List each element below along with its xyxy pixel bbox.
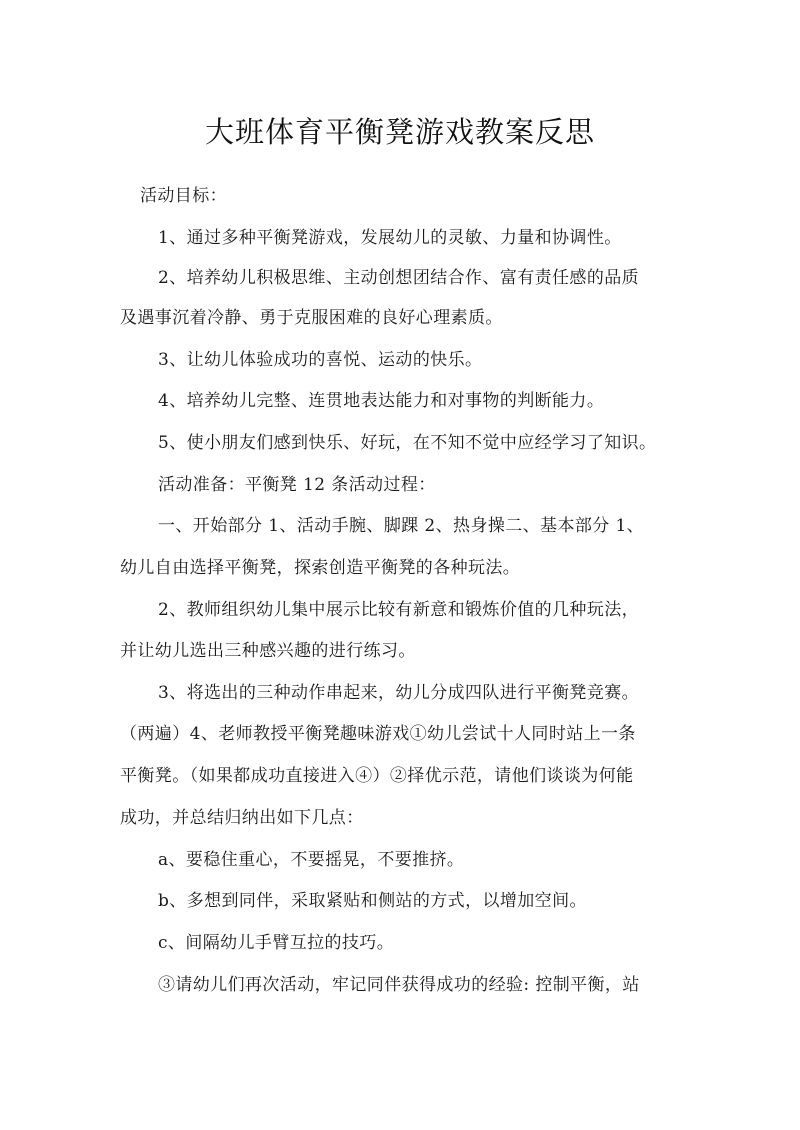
paragraph-line: 及遇事沉着冷静、勇于克服困难的良好心理素质。 [120, 308, 503, 328]
list-item: a、要稳住重心，不要摇晃，不要推挤。 [158, 850, 465, 870]
paragraph-line: 成功，并总结归纳出如下几点： [120, 808, 364, 828]
paragraph-line: 平衡凳。（如果都成功直接进入④）②择优示范，请他们谈谈为何能 [120, 766, 634, 786]
document-title: 大班体育平衡凳游戏教案反思 [204, 115, 595, 149]
section-heading-preparation: 活动准备：平衡凳 12 条活动过程： [158, 475, 436, 495]
paragraph-line: 1、通过多种平衡凳游戏，发展幼儿的灵敏、力量和协调性。 [158, 228, 622, 248]
paragraph-line: 2、培养幼儿积极思维、主动创想团结合作、富有责任感的品质 [158, 268, 640, 288]
section-heading-goals: 活动目标： [140, 186, 227, 206]
paragraph-line: 3、让幼儿体验成功的喜悦、运动的快乐。 [158, 350, 483, 370]
paragraph-line: 5、使小朋友们感到快乐、好玩，在不知不觉中应经学习了知识。 [158, 433, 657, 453]
paragraph-line: 4、培养幼儿完整、连贯地表达能力和对事物的判断能力。 [158, 391, 605, 411]
paragraph-line: ③请幼儿们再次活动，牢记同伴获得成功的经验: 控制平衡，站 [158, 975, 640, 995]
paragraph-line: 2、教师组织幼儿集中展示比较有新意和锻炼价值的几种玩法， [158, 600, 640, 620]
list-item: b、多想到同伴，采取紧贴和侧站的方式，以增加空间。 [158, 891, 587, 911]
paragraph-line: 3、将选出的三种动作串起来，幼儿分成四队进行平衡凳竞赛。 [158, 683, 640, 703]
list-item: c、间隔幼儿手臂互拉的技巧。 [158, 933, 395, 953]
paragraph-line: 一、开始部分 1、活动手腕、脚踝 2、热身操二、基本部分 1、 [158, 516, 645, 536]
paragraph-line: （两遍）4、老师教授平衡凳趣味游戏①幼儿尝试十人同时站上一条 [120, 724, 636, 744]
paragraph-line: 并让幼儿选出三种感兴趣的进行练习。 [120, 641, 416, 661]
paragraph-line: 幼儿自由选择平衡凳，探索创造平衡凳的各种玩法。 [120, 558, 521, 578]
